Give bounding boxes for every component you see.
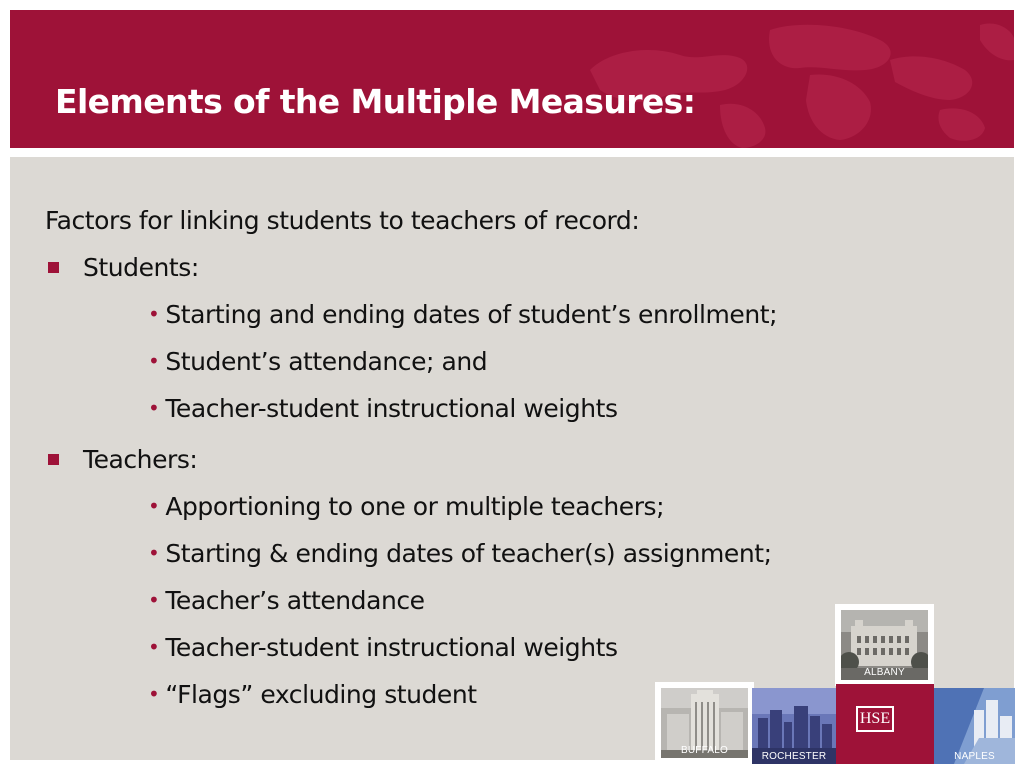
list-item: [148, 394, 618, 423]
photo-caption: ROCHESTER: [761, 751, 827, 762]
hse-logo-tile: [836, 684, 934, 764]
round-bullet-icon: •: [148, 588, 160, 612]
list-item: [148, 300, 777, 329]
round-bullet-icon: •: [148, 494, 160, 518]
photo-caption: ALBANY: [864, 667, 905, 678]
photo-naples: [934, 688, 1015, 764]
photo-rochester: [752, 688, 836, 764]
round-bullet-icon: •: [148, 682, 160, 706]
section-teachers: [45, 445, 197, 474]
photo-caption: BUFFALO: [681, 745, 728, 756]
intro-text: Factors for linking students to teachers of record:: [45, 206, 640, 235]
list-item-text: Teacher-student instructional weights: [165, 394, 618, 423]
list-item-text: Teacher’s attendance: [165, 586, 425, 615]
square-bullet-icon: [48, 454, 59, 465]
section-label: Students:: [83, 253, 199, 282]
square-bullet-icon: [48, 262, 59, 273]
list-item-text: Student’s attendance; and: [165, 347, 488, 376]
list-item-text: Starting & ending dates of teacher(s) assignment;: [165, 539, 772, 568]
photo-caption: NAPLES: [954, 751, 995, 762]
world-map-icon: [570, 10, 1014, 148]
list-item: [148, 680, 477, 709]
list-item-text: Apportioning to one or multiple teachers;: [165, 492, 665, 521]
section-label: Teachers:: [83, 445, 198, 474]
list-item: [148, 492, 664, 521]
photo-buffalo: [655, 682, 754, 764]
list-item-text: Teacher-student instructional weights: [165, 633, 618, 662]
photo-collage: [655, 604, 1015, 764]
list-item: [148, 539, 772, 568]
round-bullet-icon: •: [148, 541, 160, 565]
section-students: [45, 253, 199, 282]
round-bullet-icon: •: [148, 635, 160, 659]
photo-albany: [835, 604, 934, 686]
list-item-text: Starting and ending dates of student’s enrollment;: [165, 300, 778, 329]
round-bullet-icon: •: [148, 396, 160, 420]
title-banner: [10, 10, 1014, 148]
list-item: [148, 347, 487, 376]
hse-logo: HSE: [856, 706, 894, 732]
list-item: [148, 633, 618, 662]
list-item-text: “Flags” excluding student: [165, 680, 477, 709]
round-bullet-icon: •: [148, 349, 160, 373]
round-bullet-icon: •: [148, 302, 160, 326]
list-item: [148, 586, 425, 615]
slide-title: Elements of the Multiple Measures:: [55, 82, 696, 121]
